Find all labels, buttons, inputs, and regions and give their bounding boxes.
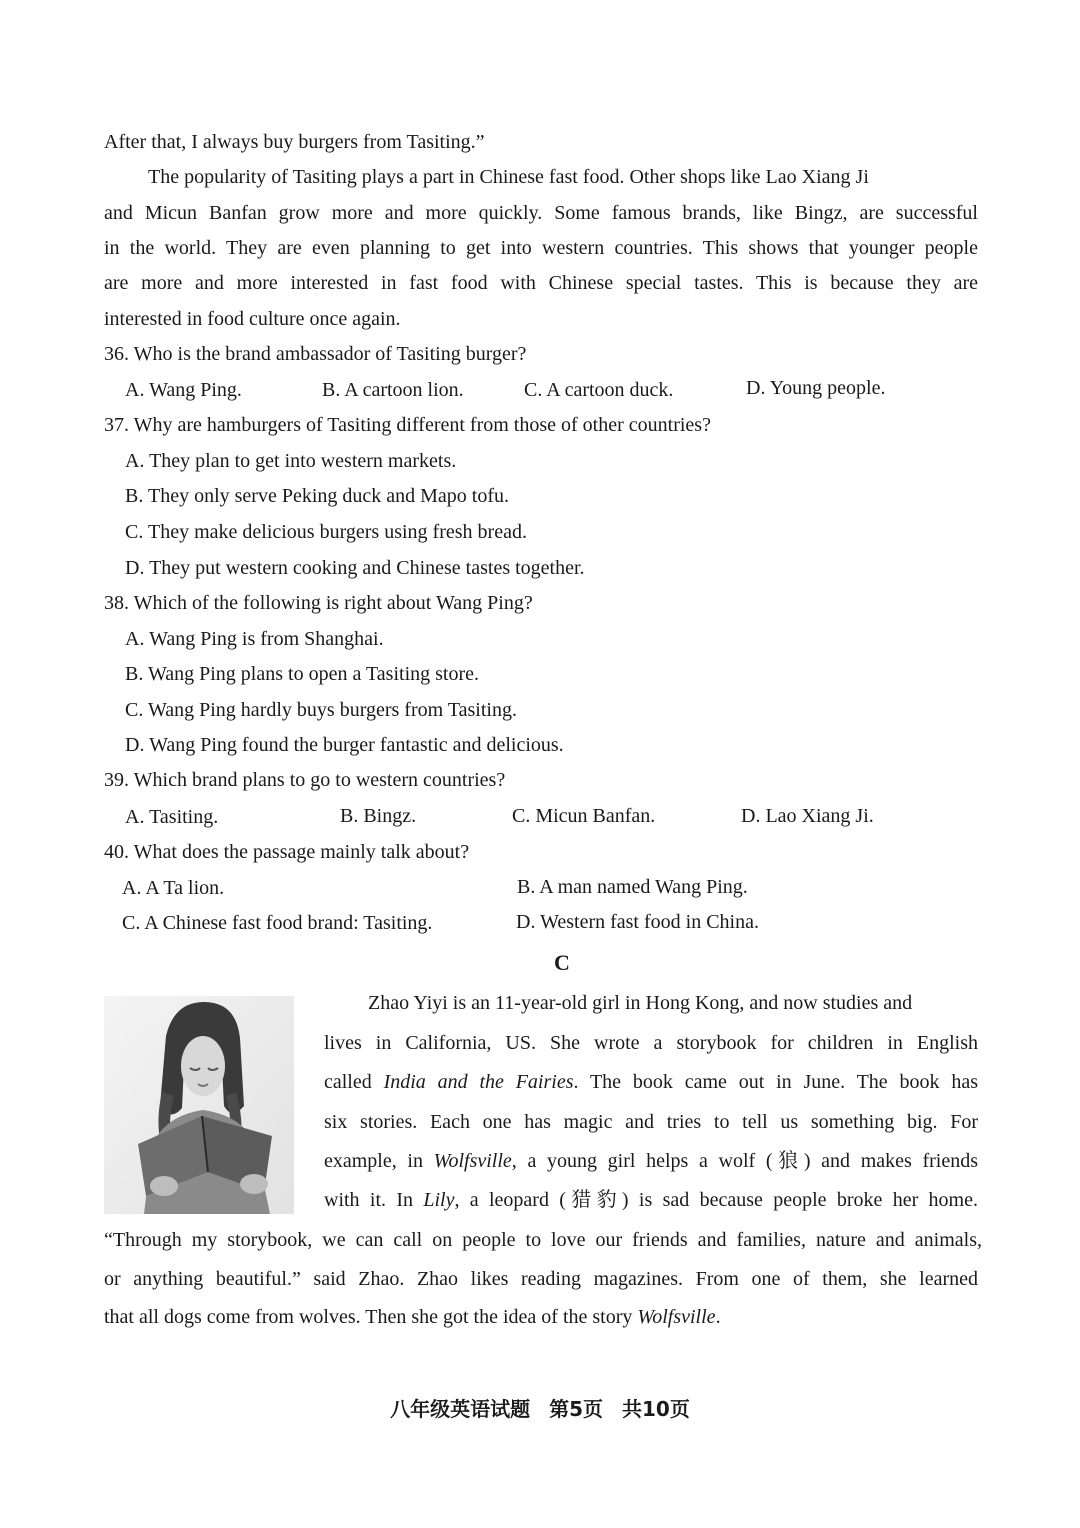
footer-subject: 八年级英语试题 bbox=[390, 1397, 531, 1421]
answer-option[interactable]: B. Wang Ping plans to open a Tasiting store. bbox=[125, 663, 480, 685]
footer-page-number: 第5页 bbox=[549, 1397, 604, 1421]
question-stem: 39. Which brand plans to go to western countries? bbox=[104, 769, 506, 791]
question-stem: 36. Who is the brand ambassador of Tasiting burger? bbox=[104, 343, 527, 365]
text-segment: , a young girl helps a wolf (狼) and makes friends bbox=[511, 1150, 978, 1172]
answer-option[interactable]: A. A Ta lion. bbox=[122, 877, 225, 899]
answer-option[interactable]: B. They only serve Peking duck and Mapo tofu. bbox=[125, 485, 510, 507]
answer-option[interactable]: C. A Chinese fast food brand: Tasiting. bbox=[122, 912, 433, 934]
story-title: Wolfsville bbox=[637, 1306, 716, 1328]
section-heading: C bbox=[554, 950, 570, 975]
answer-option[interactable]: C. Wang Ping hardly buys burgers from Tasiting. bbox=[125, 699, 517, 721]
passage-line: After that, I always buy burgers from Tasiting.” bbox=[104, 131, 485, 153]
answer-option[interactable]: D. They put western cooking and Chinese tastes together. bbox=[125, 557, 585, 579]
answer-option[interactable]: A. They plan to get into western markets. bbox=[125, 450, 457, 472]
answer-option[interactable]: D. Western fast food in China. bbox=[516, 911, 759, 933]
passage-line bbox=[324, 1069, 978, 1095]
question-stem: 37. Why are hamburgers of Tasiting different from those of other countries? bbox=[104, 414, 711, 436]
passage-line bbox=[324, 1148, 978, 1174]
answer-option[interactable]: C. Micun Banfan. bbox=[512, 805, 656, 827]
passage-line: lives in California, US. She wrote a storybook for children in English bbox=[324, 1032, 978, 1054]
passage-line bbox=[324, 1187, 978, 1213]
passage-line: interested in food culture once again. bbox=[104, 308, 401, 330]
passage-line: Zhao Yiyi is an 11-year-old girl in Hong Kong, and now studies and bbox=[368, 992, 913, 1014]
answer-option[interactable]: D. Wang Ping found the burger fantastic and delicious. bbox=[125, 734, 564, 756]
question-stem: 40. What does the passage mainly talk about? bbox=[104, 841, 470, 863]
answer-option[interactable]: A. Tasiting. bbox=[125, 806, 219, 828]
answer-option[interactable]: C. A cartoon duck. bbox=[524, 379, 674, 401]
text-segment: , a leopard (猎豹) is sad because people broke her home. bbox=[454, 1189, 978, 1211]
passage-line bbox=[104, 1304, 721, 1330]
passage-line: in the world. They are even planning to get into western countries. This shows that younger people bbox=[104, 237, 978, 259]
girl-reading-photo bbox=[104, 996, 294, 1214]
answer-option[interactable]: C. They make delicious burgers using fresh bread. bbox=[125, 521, 527, 543]
text-segment: that all dogs come from wolves. Then she got the idea of the story bbox=[104, 1306, 638, 1328]
answer-option[interactable]: A. Wang Ping is from Shanghai. bbox=[125, 628, 384, 650]
text-segment: . bbox=[715, 1306, 721, 1328]
passage-line: The popularity of Tasiting plays a part in Chinese fast food. Other shops like Lao Xiang Ji bbox=[148, 166, 869, 188]
text-segment: called bbox=[324, 1071, 384, 1093]
answer-option[interactable]: D. Lao Xiang Ji. bbox=[741, 805, 874, 827]
answer-option[interactable]: B. A man named Wang Ping. bbox=[517, 876, 748, 898]
story-title: Wolfsville bbox=[433, 1150, 512, 1172]
text-segment: . The book came out in June. The book has bbox=[573, 1071, 978, 1093]
passage-line: six stories. Each one has magic and tries to tell us something big. For bbox=[324, 1111, 978, 1133]
question-stem: 38. Which of the following is right about Wang Ping? bbox=[104, 592, 533, 614]
answer-option[interactable]: A. Wang Ping. bbox=[125, 379, 242, 401]
passage-line: or anything beautiful.” said Zhao. Zhao likes reading magazines. From one of them, she learned bbox=[104, 1268, 978, 1290]
footer-total-pages: 共10页 bbox=[622, 1397, 690, 1421]
page-footer bbox=[0, 1393, 1080, 1422]
text-segment: example, in bbox=[324, 1150, 434, 1172]
answer-option[interactable]: B. Bingz. bbox=[340, 805, 417, 827]
answer-option[interactable]: B. A cartoon lion. bbox=[322, 379, 464, 401]
book-title: India and the Fairies bbox=[383, 1071, 574, 1093]
answer-option[interactable]: D. Young people. bbox=[746, 377, 886, 399]
passage-line: and Micun Banfan grow more and more quickly. Some famous brands, like Bingz, are successful bbox=[104, 202, 978, 224]
story-title: Lily bbox=[423, 1189, 455, 1211]
passage-line: are more and more interested in fast food with Chinese special tastes. This is because they are bbox=[104, 272, 978, 294]
passage-line: “Through my storybook, we can call on people to love our friends and families, nature and animals, bbox=[104, 1229, 982, 1251]
text-segment: with it. In bbox=[324, 1189, 424, 1211]
